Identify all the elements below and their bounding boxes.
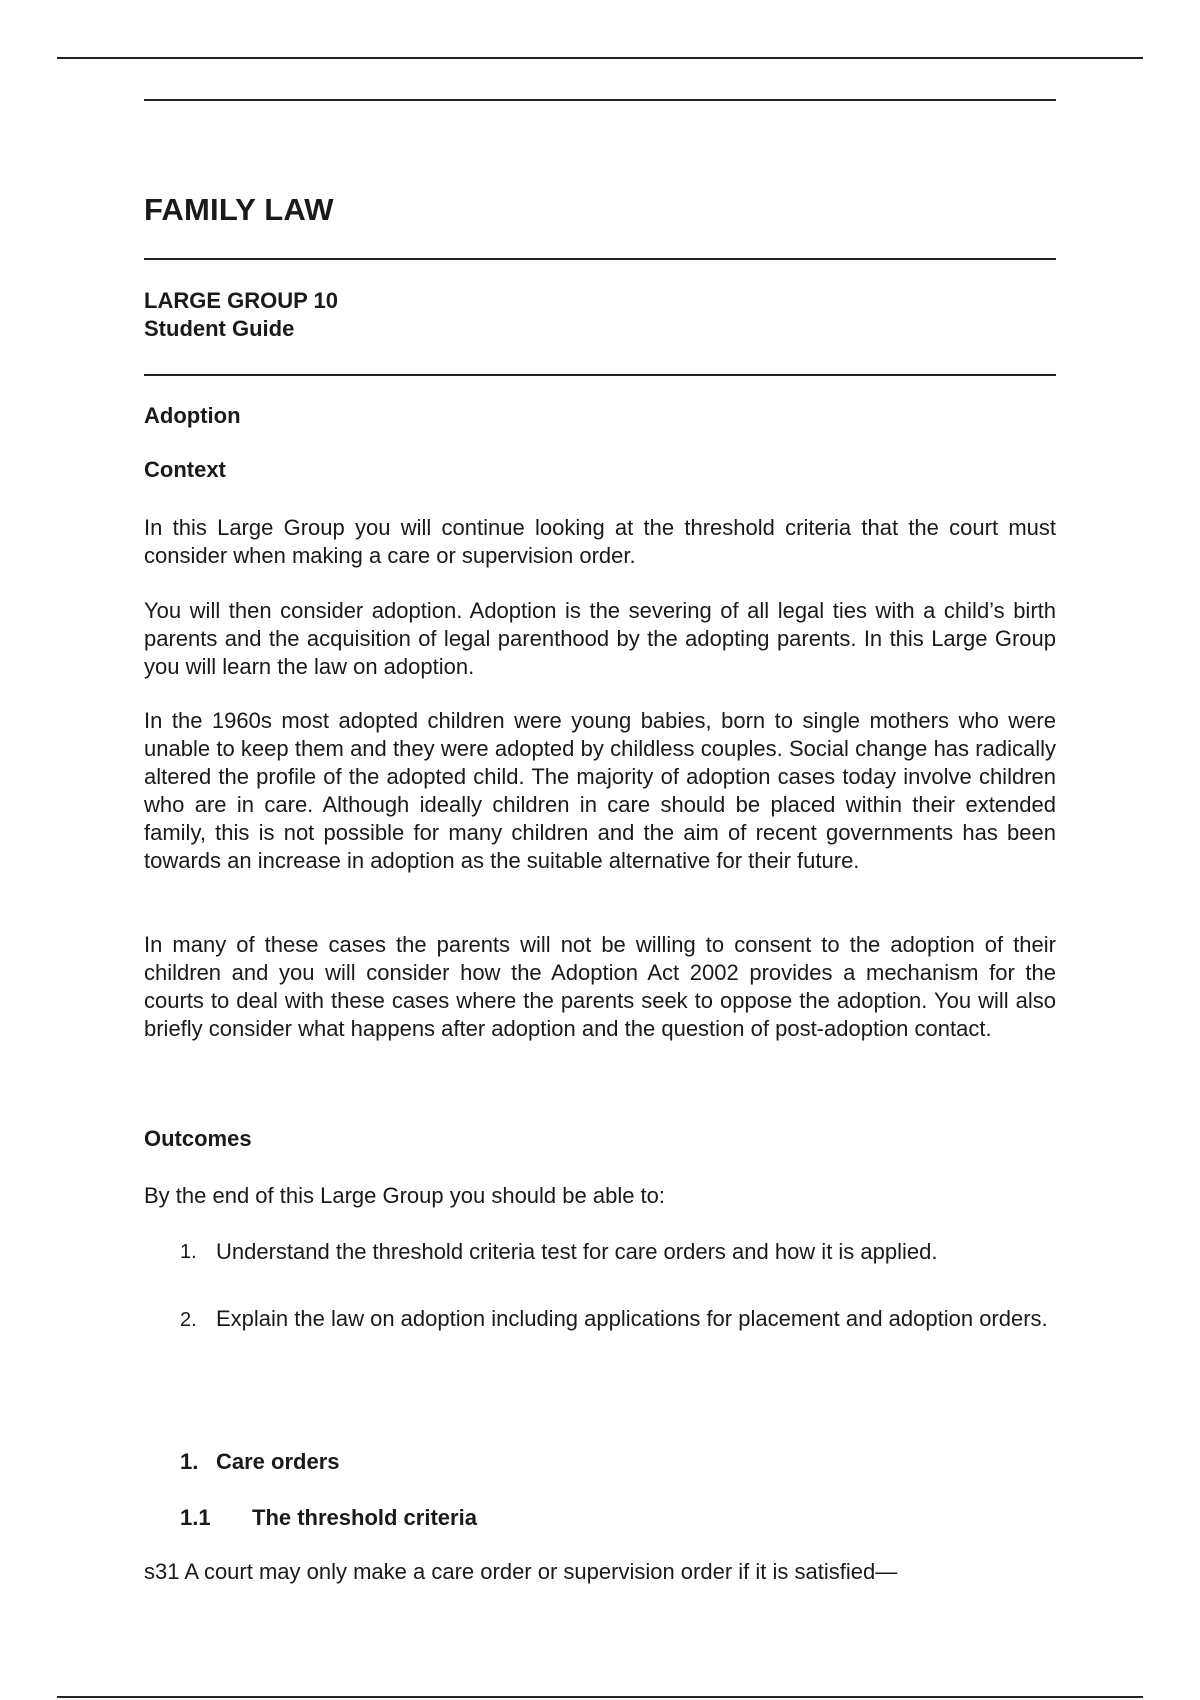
subtitle-rule bbox=[144, 374, 1056, 376]
page-bottom-border bbox=[57, 1696, 1143, 1698]
outcome-item: Explain the law on adoption including applications for placement and adoption orders. bbox=[216, 1306, 1048, 1331]
context-paragraph: In many of these cases the parents will not be willing to consent to the adoption of their children and you will consider how the Adoption Act 2002 provides a mechanism for the courts to deal with these cases where the parents seek to oppose the adoption. You will also briefly consider what happens after adoption and the question of post-adoption contact. bbox=[144, 932, 1056, 1041]
outcomes-intro: By the end of this Large Group you should be able to: bbox=[144, 1183, 666, 1208]
section-1-1-title: The threshold criteria bbox=[252, 1505, 477, 1530]
statute-text: s31 A court may only make a care order or supervision order if it is satisfied— bbox=[144, 1559, 898, 1584]
context-paragraph: In this Large Group you will continue looking at the threshold criteria that the court must consider when making a care or supervision order. bbox=[144, 515, 1056, 568]
document-title: FAMILY LAW bbox=[144, 192, 334, 227]
outcome-item: Understand the threshold criteria test for care orders and how it is applied. bbox=[216, 1239, 938, 1264]
section-1-title: Care orders bbox=[216, 1449, 340, 1474]
header-rule-top bbox=[144, 99, 1056, 101]
context-paragraph: In the 1960s most adopted children were young babies, born to single mothers who were unable to keep them and they were adopted by childless couples. Social change has radically altered the profile of the adopted child. The majority of adoption cases today involve children who are in care. Although ideally children in care should be placed within their extended family, this is not possible for many children and the aim of recent governments has been towards an increase in adoption as the suitable alternative for their future. bbox=[144, 708, 1056, 873]
section-1-number: 1. bbox=[180, 1449, 199, 1474]
topic-heading: Adoption bbox=[144, 403, 241, 428]
title-rule bbox=[144, 258, 1056, 260]
guide-label: Student Guide bbox=[144, 316, 295, 341]
context-paragraph: You will then consider adoption. Adoption is the severing of all legal ties with a child’s birth parents and the acquisition of legal parenthood by the adopting parents. In this Large Group you will learn the law on adoption. bbox=[144, 598, 1056, 679]
outcome-number: 1. bbox=[180, 1241, 197, 1263]
group-label: LARGE GROUP 10 bbox=[144, 288, 338, 313]
context-heading: Context bbox=[144, 457, 226, 482]
page-top-border bbox=[57, 57, 1143, 59]
outcome-number: 2. bbox=[180, 1309, 197, 1331]
section-1-1-number: 1.1 bbox=[180, 1505, 211, 1530]
outcomes-heading: Outcomes bbox=[144, 1126, 252, 1151]
